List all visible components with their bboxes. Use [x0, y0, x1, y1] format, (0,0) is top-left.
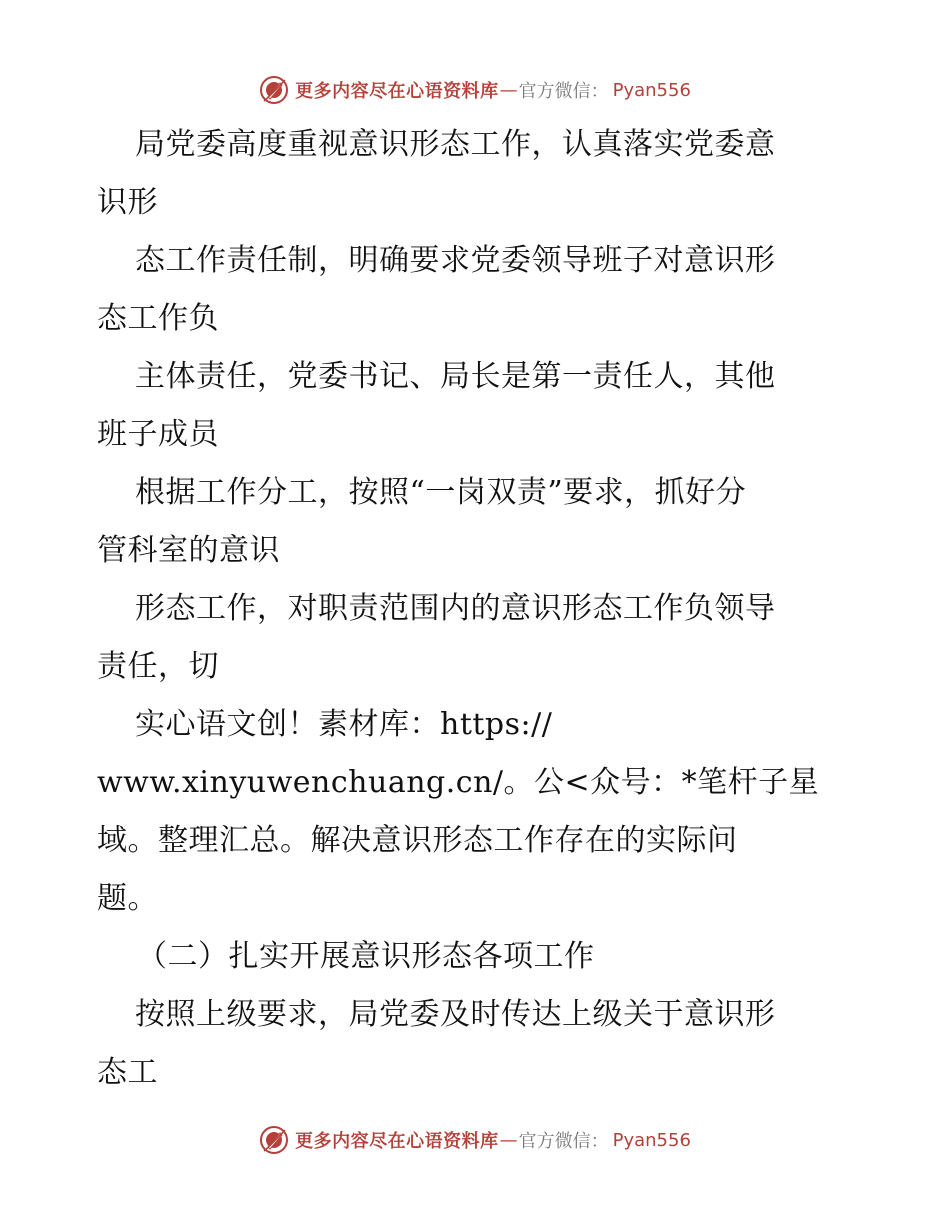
document-body	[97, 116, 857, 1102]
header-banner	[0, 72, 950, 108]
paragraph-line: 态工	[97, 1055, 158, 1090]
paragraph-line: 管科室的意识	[97, 533, 280, 568]
paragraph-line: 主体责任，党委书记、局长是第一责任人，其他	[135, 359, 776, 394]
quill-logo-icon	[259, 75, 289, 105]
banner-title: 更多内容尽在心语资料库	[295, 1131, 499, 1152]
paragraph-line: 态工作责任制，明确要求党委领导班子对意识形	[135, 243, 776, 278]
banner-wechat-id: Pyan556	[612, 1129, 691, 1151]
paragraph-line: 责任，切	[97, 649, 219, 684]
paragraph-line: www.xinyuwenchuang.cn/。公<众号：*笔杆子星	[97, 765, 820, 800]
paragraph-line: 根据工作分工，按照“一岗双责”要求，抓好分	[135, 475, 747, 510]
quill-logo-icon	[259, 1125, 289, 1155]
banner-wechat-label: 官方微信：	[518, 1131, 609, 1152]
section-heading: （二）扎实开展意识形态各项工作	[137, 939, 595, 974]
banner-wechat-id: Pyan556	[612, 79, 691, 101]
paragraph-line: 形态工作，对职责范围内的意识形态工作负领导	[135, 591, 776, 626]
paragraph-line: 题。	[97, 881, 158, 916]
paragraph-line: 班子成员	[97, 417, 219, 452]
paragraph-line: 实心语文创！素材库：https://	[135, 707, 553, 742]
paragraph-line: 域。整理汇总。解决意识形态工作存在的实际问	[97, 823, 738, 858]
banner-separator: —	[499, 79, 518, 101]
paragraph-line: 按照上级要求，局党委及时传达上级关于意识形	[135, 997, 776, 1032]
footer-banner	[0, 1122, 950, 1158]
banner-wechat-label: 官方微信：	[518, 81, 609, 102]
paragraph-line: 局党委高度重视意识形态工作，认真落实党委意	[135, 127, 776, 162]
banner-separator: —	[499, 1129, 518, 1151]
banner-title: 更多内容尽在心语资料库	[295, 81, 499, 102]
paragraph-line: 态工作负	[97, 301, 219, 336]
paragraph-line: 识形	[97, 185, 158, 220]
